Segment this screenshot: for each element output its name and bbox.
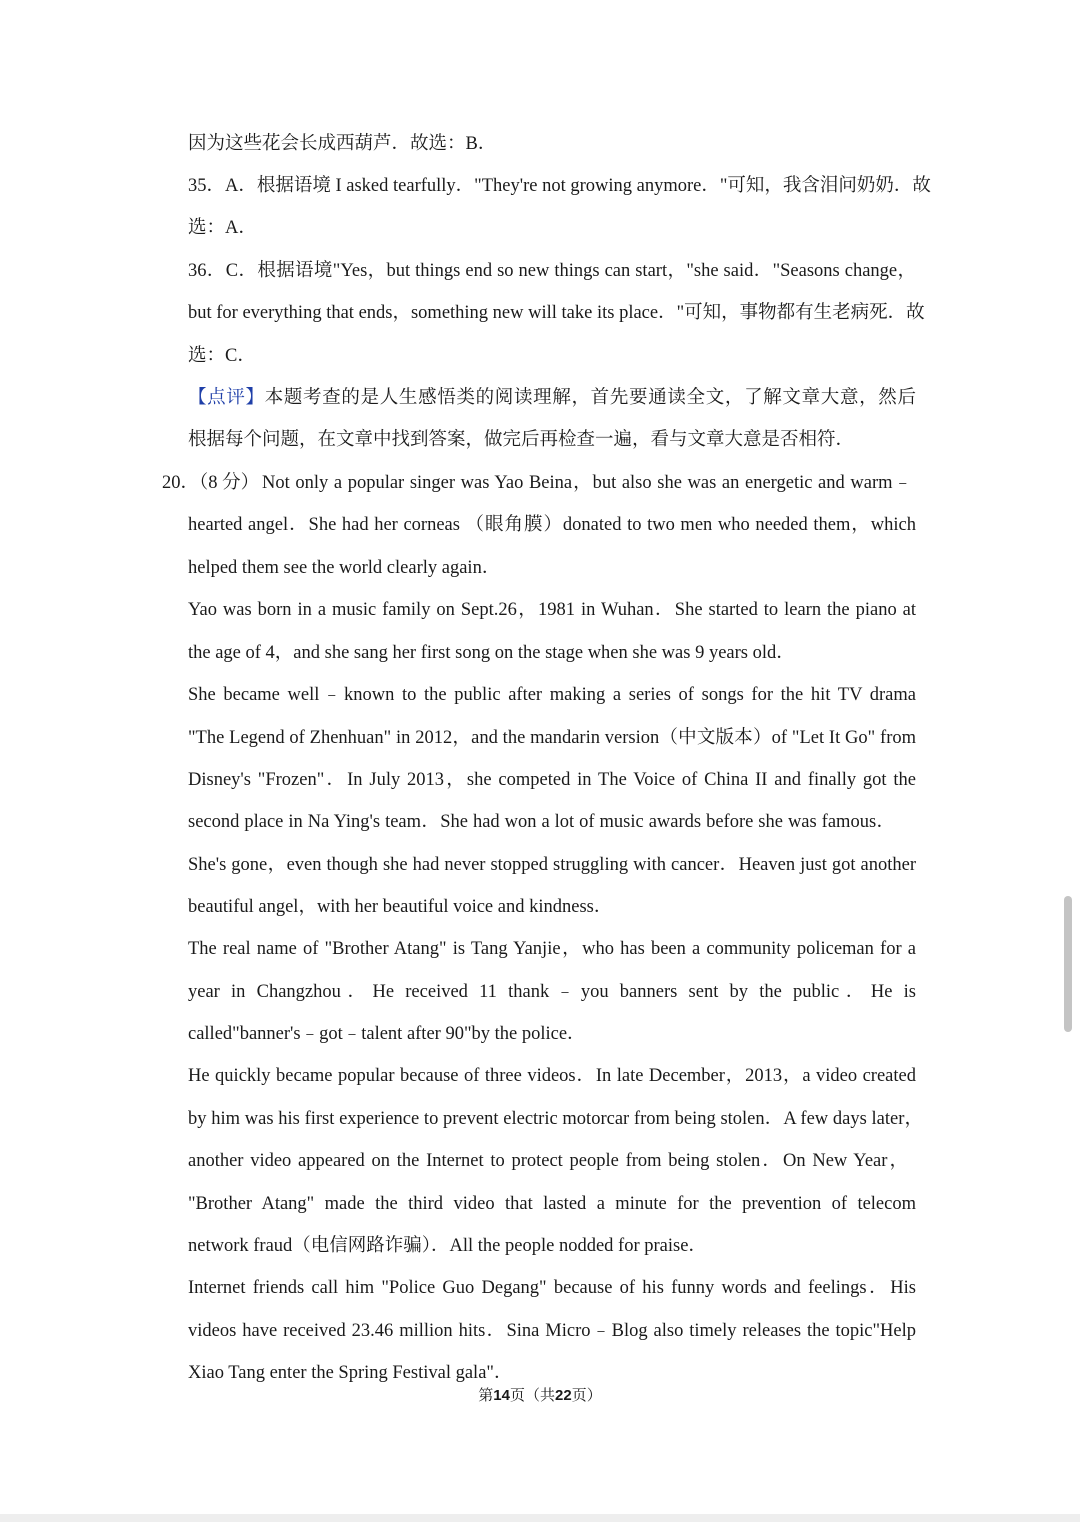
footer-prefix: 第 — [478, 1388, 494, 1404]
passage-line: She's gone，even though she had never stopped struggling with cancer．Heaven just got another — [188, 855, 916, 875]
answer-line: 选：A． — [188, 218, 257, 238]
question-number: 20．（8 分） — [162, 473, 260, 493]
comment-label: 【点评】 — [188, 388, 265, 408]
bottom-edge — [0, 1514, 1080, 1522]
passage-line: Xiao Tang enter the Spring Festival gala"． — [188, 1363, 513, 1383]
total-page-number: 22 — [555, 1387, 572, 1404]
passage-line: another video appeared on the Internet to protect people from being stolen．On New Year， — [188, 1151, 908, 1171]
passage-line: Not only a popular singer was Yao Beina，but also she was an energetic and warm﹣ — [262, 473, 912, 493]
passage-line: Internet friends call him "Police Guo Degang" because of his funny words and feelings．His — [188, 1278, 916, 1298]
answer-line: 选：C． — [188, 346, 256, 366]
answer-line: 因为这些花会长成西葫芦．故选：B． — [188, 134, 497, 154]
answer-line: but for everything that ends，something new will take its place．"可知，事物都有生老病死．故 — [188, 303, 925, 323]
footer-suffix: 页） — [571, 1388, 602, 1404]
passage-line: hearted angel．She had her corneas （眼角膜）donated to two men who needed them，which — [188, 515, 916, 535]
passage-line: by him was his first experience to prevent electric motorcar from being stolen．A few days later， — [188, 1109, 923, 1129]
passage-line: She became well﹣known to the public after making a series of songs for the hit TV drama — [188, 685, 916, 705]
passage-line: The real name of "Brother Atang" is Tang Yanjie，who has been a community policeman for a — [188, 939, 916, 959]
passage-line: second place in Na Ying's team．She had won a lot of music awards before she was famous． — [188, 812, 895, 832]
comment-text: 本题考查的是人生感悟类的阅读理解，首先要通读全文，了解文章大意，然后 — [264, 388, 916, 408]
current-page-number: 14 — [493, 1387, 510, 1404]
passage-line: "Brother Atang" made the third video that lasted a minute for the prevention of telecom — [188, 1194, 916, 1214]
passage-line: He quickly became popular because of three videos．In late December，2013，a video created — [188, 1066, 916, 1086]
passage-line: beautiful angel，with her beautiful voice and kindness． — [188, 897, 613, 917]
page-footer — [0, 1386, 1080, 1406]
passage-line: year in Changzhou．He received 11 thank﹣you banners sent by the public．He is — [188, 982, 916, 1002]
vertical-scrollbar[interactable] — [1064, 896, 1072, 1032]
comment-line: 根据每个问题，在文章中找到答案，做完后再检查一遍，看与文章大意是否相符． — [188, 430, 855, 450]
passage-line: "The Legend of Zhenhuan" in 2012，and the mandarin version（中文版本）of "Let It Go" from — [188, 728, 916, 748]
passage-line: network fraud（电信网路诈骗）．All the people nodded for praise． — [188, 1236, 707, 1256]
answer-35-line: 35．A．根据语境 I asked tearfully．"They're not growing anymore．"可知，我含泪问奶奶．故 — [188, 176, 931, 196]
passage-line: videos have received 23.46 million hits．Sina Micro﹣Blog also timely releases the topic"Help — [188, 1321, 916, 1341]
footer-middle: 页（共 — [509, 1388, 555, 1404]
answer-36-line: 36．C．根据语境"Yes，but things end so new things can start，"she said．"Seasons change， — [188, 261, 916, 281]
passage-line: the age of 4，and she sang her first song on the stage when she was 9 years old． — [188, 643, 795, 663]
passage-line: Disney's "Frozen"．In July 2013，she competed in The Voice of China II and finally got the — [188, 770, 916, 790]
passage-line: Yao was born in a music family on Sept.26，1981 in Wuhan．She started to learn the piano at — [188, 600, 916, 620]
passage-line: helped them see the world clearly again． — [188, 558, 501, 578]
comment-line — [188, 386, 916, 410]
passage-line: called"banner's﹣got﹣talent after 90"by the police． — [188, 1024, 586, 1044]
